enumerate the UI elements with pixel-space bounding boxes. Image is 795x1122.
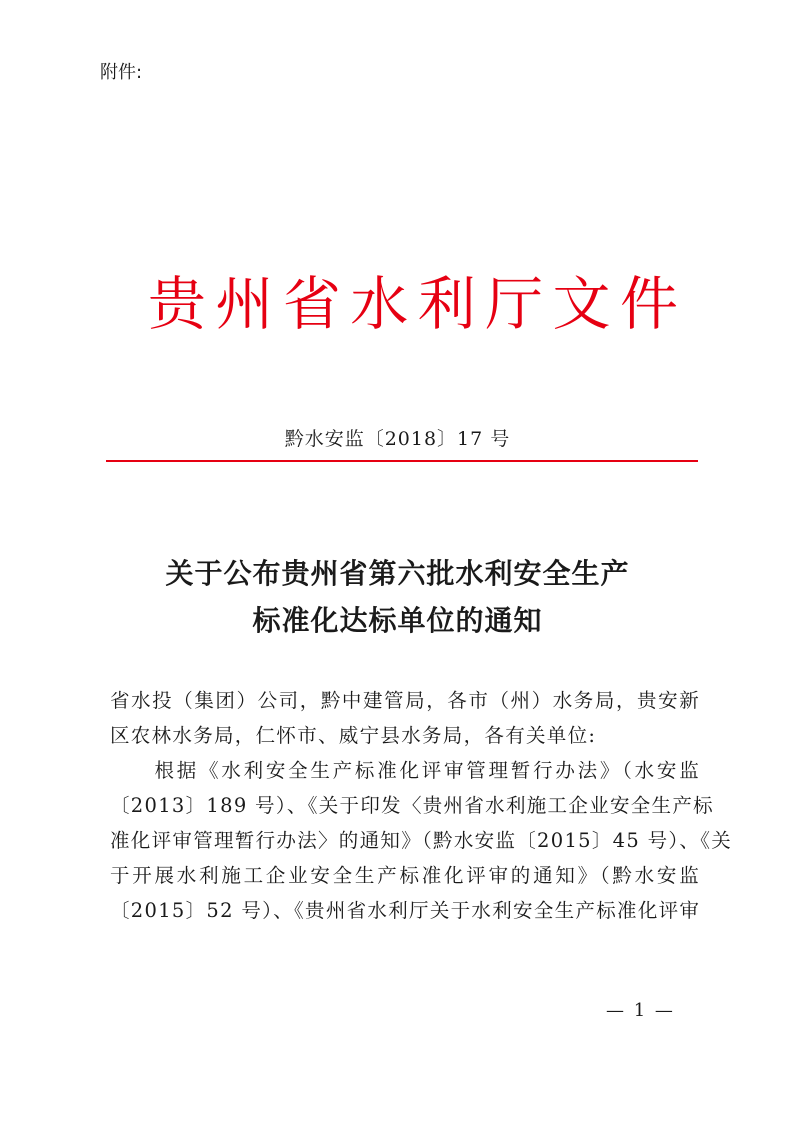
document-title-line: 标准化达标单位的通知 <box>252 604 543 637</box>
agency-title-char: 贵 <box>148 270 207 338</box>
document-body <box>110 683 733 928</box>
document-title <box>0 550 795 644</box>
red-divider <box>106 460 698 462</box>
agency-title-char: 文 <box>552 270 611 338</box>
body-line: 于开展水利施工企业安全生产标准化评审的通知》（黔水安监 <box>110 864 700 887</box>
agency-document-header <box>148 268 678 340</box>
document-number: 黔水安监〔2018〕17 号 <box>284 428 511 450</box>
agency-title-char: 件 <box>619 270 678 338</box>
agency-title-char: 水 <box>350 270 409 338</box>
body-line: 根据《水利安全生产标准化评审管理暂行办法》（水安监 <box>110 759 700 782</box>
body-line: 〔2013〕189 号）、《关于印发〈贵州省水利施工企业安全生产标 <box>110 794 714 817</box>
agency-title-char: 利 <box>417 270 476 338</box>
document-title-line: 关于公布贵州省第六批水利安全生产 <box>165 557 630 590</box>
body-line: 区农林水务局，仁怀市、威宁县水务局，各有关单位: <box>110 724 597 747</box>
attachment-label: 附件: <box>100 62 143 83</box>
body-line: 准化评审管理暂行办法〉的通知》（黔水安监〔2015〕45 号）、《关 <box>110 829 733 852</box>
page-number: — 1 — <box>606 1000 675 1021</box>
body-line: 〔2015〕52 号）、《贵州省水利厅关于水利安全生产标准化评审 <box>110 899 701 922</box>
agency-title-char: 省 <box>282 270 341 338</box>
body-line: 省水投（集团）公司，黔中建管局，各市（州）水务局，贵安新 <box>110 689 700 712</box>
agency-title-char: 州 <box>215 270 274 338</box>
agency-title-char: 厅 <box>485 270 544 338</box>
